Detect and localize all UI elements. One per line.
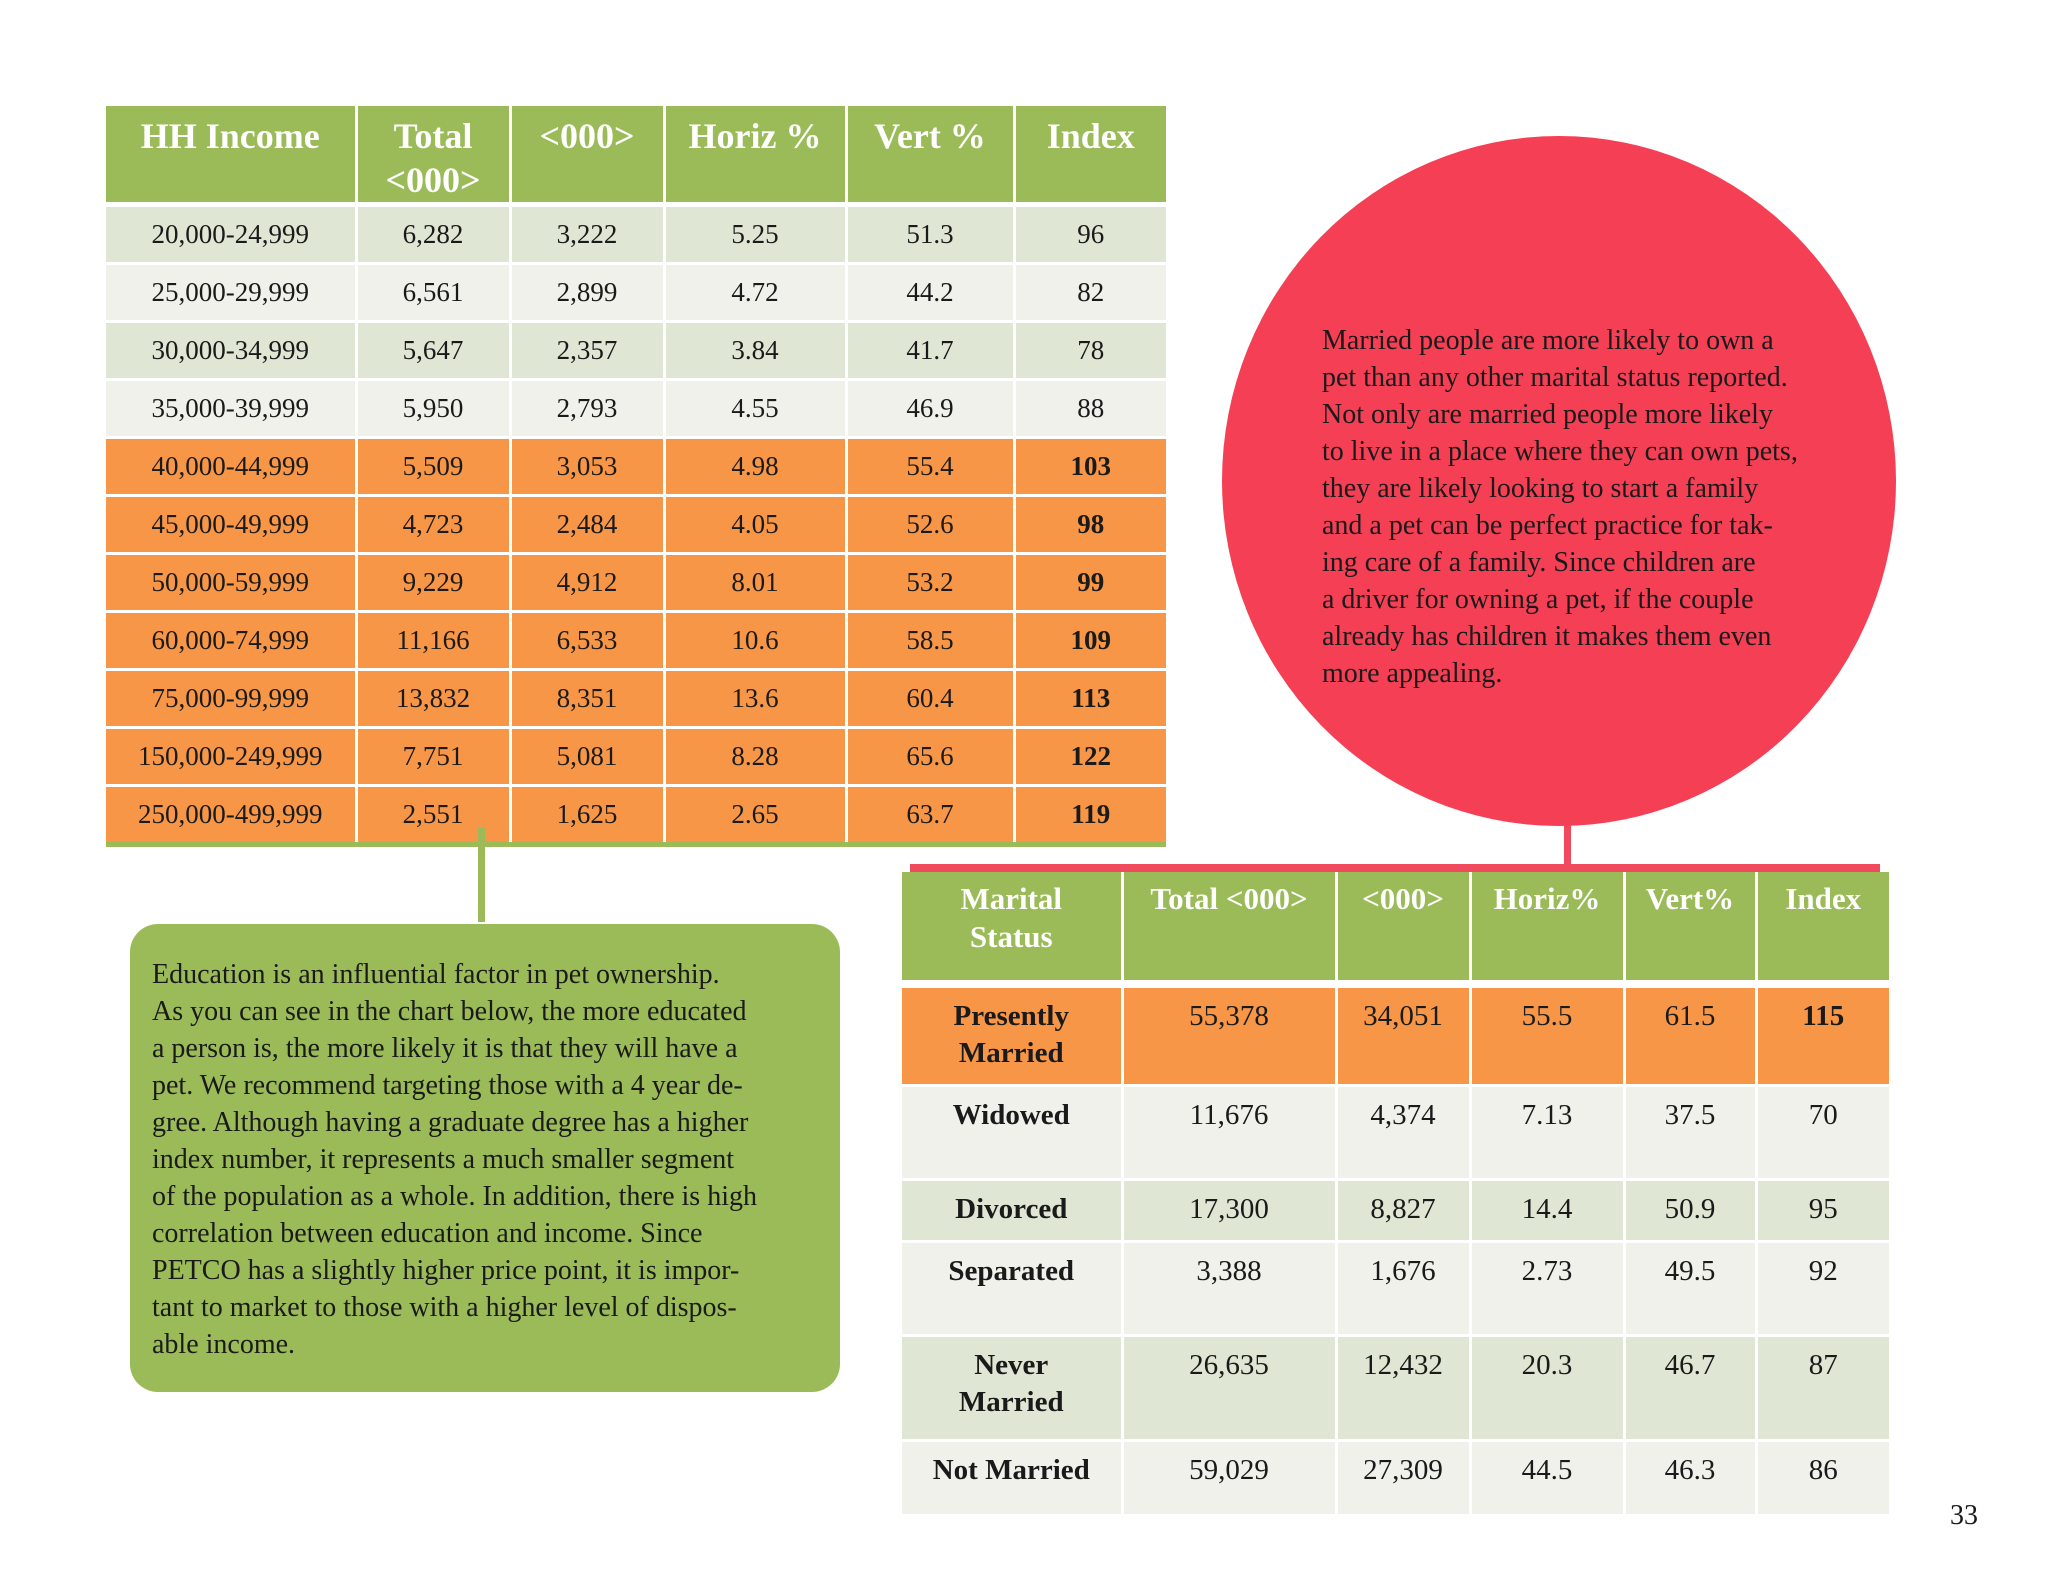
- income-header-hh-income: HH Income: [106, 106, 356, 205]
- total-cell: 5,509: [356, 438, 510, 496]
- table-row: [106, 438, 1166, 496]
- vert-cell: 52.6: [846, 496, 1014, 554]
- horiz-cell: 2.65: [664, 786, 846, 845]
- marital-callout-text: [1322, 322, 1862, 692]
- income-cell: 75,000-99,999: [106, 670, 356, 728]
- count-cell: 3,222: [510, 205, 664, 264]
- status-cell: Not Married: [902, 1440, 1122, 1515]
- callout-line: index number, it represents a much smaller segment: [152, 1144, 735, 1175]
- count-cell: 8,827: [1336, 1179, 1470, 1241]
- vert-cell: 41.7: [846, 322, 1014, 380]
- table-row: [106, 554, 1166, 612]
- income-cell: 40,000-44,999: [106, 438, 356, 496]
- page-number: 33: [1950, 1500, 1978, 1531]
- income-cell: 60,000-74,999: [106, 612, 356, 670]
- total-cell: 5,647: [356, 322, 510, 380]
- horiz-cell: 4.05: [664, 496, 846, 554]
- status-cell: Never Married: [902, 1335, 1122, 1440]
- index-cell: 82: [1014, 264, 1166, 322]
- horiz-cell: 5.25: [664, 205, 846, 264]
- callout-line: tant to market to those with a higher level of dispos-: [152, 1292, 737, 1323]
- table-row: [106, 322, 1166, 380]
- marital-header-vert: Vert%: [1624, 872, 1756, 984]
- vert-cell: 61.5: [1624, 984, 1756, 1085]
- callout-line: a person is, the more likely it is that they will have a: [152, 1033, 738, 1064]
- count-cell: 1,625: [510, 786, 664, 845]
- table-row: [106, 612, 1166, 670]
- total-cell: 4,723: [356, 496, 510, 554]
- horiz-cell: 44.5: [1470, 1440, 1624, 1515]
- horiz-cell: 3.84: [664, 322, 846, 380]
- total-cell: 11,166: [356, 612, 510, 670]
- income-cell: 20,000-24,999: [106, 205, 356, 264]
- total-cell: 5,950: [356, 380, 510, 438]
- status-cell: Divorced: [902, 1179, 1122, 1241]
- index-cell: 86: [1756, 1440, 1889, 1515]
- horiz-cell: 4.72: [664, 264, 846, 322]
- table-row: [106, 670, 1166, 728]
- callout-line: gree. Although having a graduate degree has a higher: [152, 1107, 749, 1138]
- total-cell: 2,551: [356, 786, 510, 845]
- total-cell: 17,300: [1122, 1179, 1336, 1241]
- callout-line: more appealing.: [1322, 658, 1503, 689]
- callout-line: ing care of a family. Since children are: [1322, 547, 1756, 578]
- count-cell: 2,899: [510, 264, 664, 322]
- table-row: [106, 264, 1166, 322]
- index-cell: 78: [1014, 322, 1166, 380]
- income-header-count: <000>: [510, 106, 664, 205]
- count-cell: 2,357: [510, 322, 664, 380]
- total-cell: 3,388: [1122, 1241, 1336, 1335]
- table-row: [902, 1335, 1889, 1440]
- vert-cell: 63.7: [846, 786, 1014, 845]
- index-cell: 109: [1014, 612, 1166, 670]
- index-cell: 87: [1756, 1335, 1889, 1440]
- vert-cell: 46.7: [1624, 1335, 1756, 1440]
- income-cell: 30,000-34,999: [106, 322, 356, 380]
- count-cell: 34,051: [1336, 984, 1470, 1085]
- income-cell: 150,000-249,999: [106, 728, 356, 786]
- table-row: [902, 1241, 1889, 1335]
- table-row: [902, 1179, 1889, 1241]
- status-cell: Presently Married: [902, 984, 1122, 1085]
- vert-cell: 37.5: [1624, 1085, 1756, 1179]
- table-row: [902, 984, 1889, 1085]
- income-cell: 250,000-499,999: [106, 786, 356, 845]
- count-cell: 5,081: [510, 728, 664, 786]
- count-cell: 2,484: [510, 496, 664, 554]
- income-header-horiz: Horiz %: [664, 106, 846, 205]
- horiz-cell: 14.4: [1470, 1179, 1624, 1241]
- total-cell: 11,676: [1122, 1085, 1336, 1179]
- index-cell: 88: [1014, 380, 1166, 438]
- total-cell: 6,282: [356, 205, 510, 264]
- table-row: [902, 1085, 1889, 1179]
- horiz-cell: 13.6: [664, 670, 846, 728]
- table-row: [106, 786, 1166, 845]
- index-cell: 113: [1014, 670, 1166, 728]
- count-cell: 12,432: [1336, 1335, 1470, 1440]
- vert-cell: 46.9: [846, 380, 1014, 438]
- income-cell: 35,000-39,999: [106, 380, 356, 438]
- table-row: [106, 496, 1166, 554]
- callout-line: to live in a place where they can own pets,: [1322, 436, 1798, 467]
- vert-cell: 50.9: [1624, 1179, 1756, 1241]
- horiz-cell: 2.73: [1470, 1241, 1624, 1335]
- vert-cell: 46.3: [1624, 1440, 1756, 1515]
- total-cell: 7,751: [356, 728, 510, 786]
- income-cell: 45,000-49,999: [106, 496, 356, 554]
- table-row: [106, 728, 1166, 786]
- callout-line: Education is an influential factor in pet ownership.: [152, 959, 720, 990]
- index-cell: 115: [1756, 984, 1889, 1085]
- green-connector-line: [478, 828, 485, 922]
- count-cell: 1,676: [1336, 1241, 1470, 1335]
- income-cell: 50,000-59,999: [106, 554, 356, 612]
- vert-cell: 58.5: [846, 612, 1014, 670]
- horiz-cell: 8.28: [664, 728, 846, 786]
- index-cell: 95: [1756, 1179, 1889, 1241]
- income-header-vert: Vert %: [846, 106, 1014, 205]
- callout-line: Married people are more likely to own a: [1322, 325, 1774, 356]
- table-row: [106, 205, 1166, 264]
- red-connector-stem: [1564, 822, 1571, 866]
- marital-header-row: [902, 872, 1889, 984]
- status-cell: Widowed: [902, 1085, 1122, 1179]
- vert-cell: 65.6: [846, 728, 1014, 786]
- vert-cell: 55.4: [846, 438, 1014, 496]
- count-cell: 4,374: [1336, 1085, 1470, 1179]
- callout-line: correlation between education and income. Since: [152, 1218, 703, 1249]
- count-cell: 8,351: [510, 670, 664, 728]
- status-cell: Separated: [902, 1241, 1122, 1335]
- income-header-row: [106, 106, 1166, 205]
- red-connector-bar: [910, 864, 1880, 872]
- income-cell: 25,000-29,999: [106, 264, 356, 322]
- index-cell: 96: [1014, 205, 1166, 264]
- horiz-cell: 55.5: [1470, 984, 1624, 1085]
- callout-line: of the population as a whole. In addition, there is high: [152, 1181, 757, 1212]
- horiz-cell: 8.01: [664, 554, 846, 612]
- index-cell: 70: [1756, 1085, 1889, 1179]
- index-cell: 99: [1014, 554, 1166, 612]
- count-cell: 27,309: [1336, 1440, 1470, 1515]
- horiz-cell: 4.98: [664, 438, 846, 496]
- callout-line: and a pet can be perfect practice for tak-: [1322, 510, 1773, 541]
- total-cell: 13,832: [356, 670, 510, 728]
- callout-line: already has children it makes them even: [1322, 621, 1772, 652]
- total-cell: 59,029: [1122, 1440, 1336, 1515]
- total-cell: 6,561: [356, 264, 510, 322]
- callout-line: Not only are married people more likely: [1322, 399, 1773, 430]
- callout-line: they are likely looking to start a family: [1322, 473, 1759, 504]
- vert-cell: 49.5: [1624, 1241, 1756, 1335]
- count-cell: 2,793: [510, 380, 664, 438]
- table-row: [902, 1440, 1889, 1515]
- total-cell: 9,229: [356, 554, 510, 612]
- marital-header-index: Index: [1756, 872, 1889, 984]
- index-cell: 92: [1756, 1241, 1889, 1335]
- index-cell: 103: [1014, 438, 1166, 496]
- education-callout-text: [152, 956, 838, 1363]
- income-header-index: Index: [1014, 106, 1166, 205]
- vert-cell: 51.3: [846, 205, 1014, 264]
- callout-line: As you can see in the chart below, the more educated: [152, 996, 747, 1027]
- horiz-cell: 20.3: [1470, 1335, 1624, 1440]
- total-cell: 26,635: [1122, 1335, 1336, 1440]
- index-cell: 98: [1014, 496, 1166, 554]
- vert-cell: 60.4: [846, 670, 1014, 728]
- count-cell: 6,533: [510, 612, 664, 670]
- callout-line: pet. We recommend targeting those with a 4 year de-: [152, 1070, 743, 1101]
- index-cell: 122: [1014, 728, 1166, 786]
- income-table: [106, 106, 1166, 847]
- horiz-cell: 10.6: [664, 612, 846, 670]
- callout-line: pet than any other marital status reported.: [1322, 362, 1788, 393]
- count-cell: 3,053: [510, 438, 664, 496]
- index-cell: 119: [1014, 786, 1166, 845]
- income-header-total: Total <000>: [356, 106, 510, 205]
- callout-line: PETCO has a slightly higher price point, it is impor-: [152, 1255, 740, 1286]
- marital-header-status: Marital Status: [902, 872, 1122, 984]
- vert-cell: 53.2: [846, 554, 1014, 612]
- callout-line: able income.: [152, 1329, 296, 1360]
- marital-header-total: Total <000>: [1122, 872, 1336, 984]
- marital-header-horiz: Horiz%: [1470, 872, 1624, 984]
- total-cell: 55,378: [1122, 984, 1336, 1085]
- vert-cell: 44.2: [846, 264, 1014, 322]
- table-row: [106, 380, 1166, 438]
- marital-status-table: [902, 872, 1889, 1517]
- horiz-cell: 7.13: [1470, 1085, 1624, 1179]
- count-cell: 4,912: [510, 554, 664, 612]
- callout-line: a driver for owning a pet, if the couple: [1322, 584, 1754, 615]
- marital-header-count: <000>: [1336, 872, 1470, 984]
- horiz-cell: 4.55: [664, 380, 846, 438]
